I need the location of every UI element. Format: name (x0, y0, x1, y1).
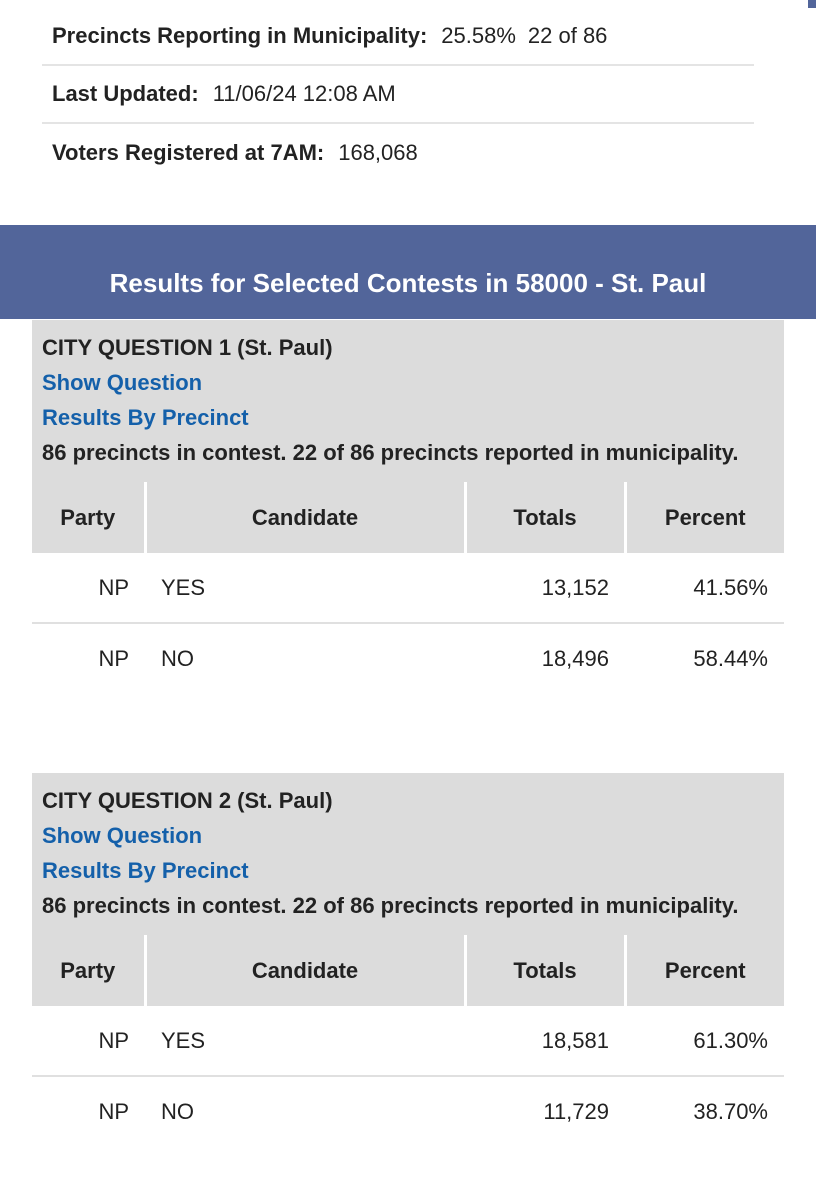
table-row (32, 553, 784, 623)
contest-precinct-note: 86 precincts in contest. 22 of 86 precincts reported in municipality. (42, 893, 739, 918)
candidate-cell: NO (161, 645, 194, 671)
party-cell: NP (98, 645, 129, 671)
contest-city-question-1 (32, 320, 784, 693)
results-by-precinct-link[interactable]: Results By Precinct (42, 858, 249, 883)
percent-cell: 41.56% (625, 553, 784, 623)
contest-title: CITY QUESTION 2 (St. Paul) (42, 788, 333, 813)
contest-title: CITY QUESTION 1 (St. Paul) (42, 335, 333, 360)
contest-header (32, 773, 784, 935)
results-table (32, 482, 784, 693)
percent-cell: 38.70% (693, 1098, 768, 1124)
precincts-reporting-label: Precincts Reporting in Municipality: (52, 23, 428, 48)
contest-precinct-note: 86 precincts in contest. 22 of 86 precincts reported in municipality. (42, 440, 739, 465)
last-updated-row (42, 66, 754, 124)
voters-registered-value: 168,068 (338, 140, 418, 165)
voters-registered-label: Voters Registered at 7AM: (52, 140, 325, 165)
percent-cell: 58.44% (693, 645, 768, 671)
show-question-link[interactable]: Show Question (42, 823, 203, 848)
precincts-reporting-count: 22 of 86 (527, 23, 608, 48)
column-header-candidate: Candidate (145, 482, 465, 553)
last-updated-label: Last Updated: (52, 81, 199, 106)
candidate-cell: YES (145, 553, 465, 623)
results-banner: Results for Selected Contests in 58000 - St. Paul (0, 225, 816, 319)
totals-cell: 18,496 (541, 645, 609, 671)
column-header-totals: Totals (465, 935, 625, 1006)
column-header-percent: Percent (625, 482, 784, 553)
candidate-cell: NO (161, 1098, 194, 1124)
top-stripe (0, 0, 816, 8)
precincts-reporting-row (42, 8, 754, 66)
show-question-link[interactable]: Show Question (42, 370, 203, 395)
column-header-party: Party (32, 482, 145, 553)
voters-registered-row (42, 124, 754, 182)
table-header-row (32, 935, 784, 1006)
table-row (32, 1006, 784, 1076)
totals-cell: 11,729 (543, 1098, 609, 1124)
column-header-percent: Percent (625, 935, 784, 1006)
percent-cell: 61.30% (625, 1006, 784, 1076)
municipality-summary (42, 8, 754, 182)
table-header-row (32, 482, 784, 553)
column-header-party: Party (32, 935, 145, 1006)
column-header-candidate: Candidate (145, 935, 465, 1006)
last-updated-value: 11/06/24 12:08 AM (212, 81, 396, 106)
column-header-totals: Totals (465, 482, 625, 553)
party-cell: NP (98, 1098, 129, 1124)
contest-header (32, 320, 784, 482)
candidate-cell: YES (145, 1006, 465, 1076)
results-by-precinct-link[interactable]: Results By Precinct (42, 405, 249, 430)
party-cell: NP (32, 1006, 145, 1076)
totals-cell: 18,581 (465, 1006, 625, 1076)
table-row (32, 623, 784, 693)
party-cell: NP (32, 553, 145, 623)
totals-cell: 13,152 (465, 553, 625, 623)
precincts-reporting-percent: 25.58% (441, 23, 516, 48)
table-row (32, 1076, 784, 1146)
contest-city-question-2 (32, 773, 784, 1146)
results-table (32, 935, 784, 1146)
top-stripe-accent (808, 0, 816, 8)
